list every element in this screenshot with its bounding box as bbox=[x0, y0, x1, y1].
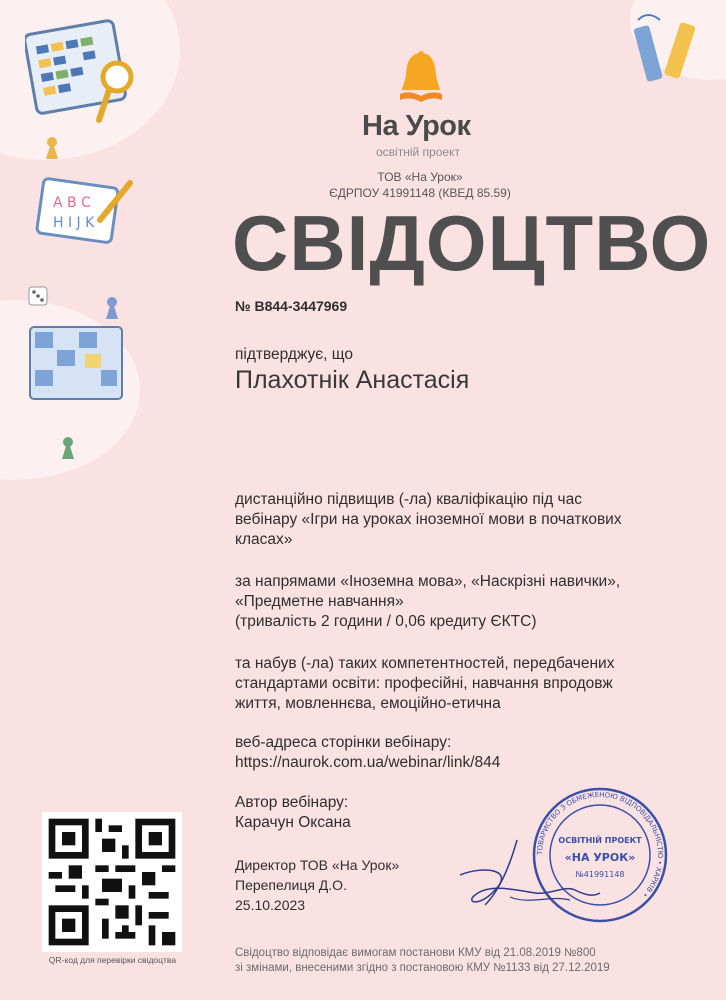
issue-date: 25.10.2023 bbox=[235, 897, 306, 913]
body-line: дистанційно підвищив (-ла) кваліфікацію під час bbox=[235, 491, 582, 508]
company-name: ТОВ «На Урок» bbox=[377, 170, 463, 184]
author-name: Карачун Оксана bbox=[235, 814, 351, 831]
webinar-url: https://naurok.com.ua/webinar/link/844 bbox=[235, 754, 501, 771]
stamp-code-text: №41991148 bbox=[575, 870, 625, 879]
qr-pattern bbox=[42, 812, 182, 952]
webinar-url-label: веб-адреса сторінки вебінару: bbox=[235, 734, 452, 751]
game-pawn-icon bbox=[42, 135, 62, 161]
brand-name: На Урок bbox=[362, 110, 471, 142]
body-line: за напрямами «Іноземна мова», «Наскрізні навички», bbox=[235, 573, 621, 590]
brand-subtitle: освітній проект bbox=[376, 145, 460, 159]
svg-text:H I J K: H I J K bbox=[53, 215, 95, 231]
game-pawn-icon bbox=[102, 295, 122, 321]
body-line: класах» bbox=[235, 531, 293, 548]
crayons-icon bbox=[630, 8, 710, 88]
body-line: стандартами освіти: професійні, навчання впродовж bbox=[235, 675, 613, 692]
body-line: життя, мовленнєва, емоційно-етична bbox=[235, 695, 501, 712]
abc-tablet-icon bbox=[35, 175, 135, 245]
author-label: Автор вебінару: bbox=[235, 794, 349, 811]
company-code: ЄДРПОУ 41991148 (КВЕД 85.59) bbox=[329, 186, 511, 200]
legal-footer-line: зі змінами, внесеними згідно з постановою КМУ №1133 від 27.12.2019 bbox=[235, 962, 610, 974]
director-signature bbox=[455, 835, 605, 920]
body-line: вебінару «Ігри на уроках іноземної мови в початкових bbox=[235, 511, 622, 528]
recipient-name: Плахотнік Анастасія bbox=[235, 366, 470, 394]
body-line: (тривалість 2 години / 0,06 кредиту ЄКТС) bbox=[235, 613, 537, 630]
certificate-title: СВІДОЦТВО bbox=[232, 199, 712, 287]
legal-footer-line: Свідоцтво відповідає вимогам постанови КМУ від 21.08.2019 №800 bbox=[235, 947, 596, 959]
stamp-top-text: ОСВІТНІЙ ПРОЕКТ bbox=[558, 836, 642, 845]
certificate-number: № B844-3447969 bbox=[235, 298, 348, 314]
crossword-magnifier-icon bbox=[25, 12, 140, 127]
qr-caption: QR-код для перевірки свідоцтва bbox=[48, 955, 177, 965]
puzzle-icon bbox=[25, 322, 130, 407]
body-line: «Предметне навчання» bbox=[235, 593, 404, 610]
dice-icon bbox=[27, 285, 49, 307]
stamp-ring-text: ТОВАРИСТВО З ОБМЕЖЕНОЮ ВІДПОВІДАЛЬНІСТЮ • ХАРКІВ • bbox=[535, 790, 665, 899]
confirms-text: підтверджує, що bbox=[235, 346, 353, 363]
svg-text:A B C: A B C bbox=[53, 195, 91, 211]
bell-book-logo-icon bbox=[396, 50, 446, 108]
verification-qr-code[interactable] bbox=[42, 812, 182, 952]
game-pawn-icon bbox=[58, 435, 78, 461]
director-name: Перепелиця Д.О. bbox=[235, 877, 347, 893]
stamp-center-text: «НА УРОК» bbox=[564, 851, 636, 864]
director-label: Директор ТОВ «На Урок» bbox=[235, 857, 400, 873]
body-line: та набув (-ла) таких компетентностей, передбачених bbox=[235, 655, 615, 672]
